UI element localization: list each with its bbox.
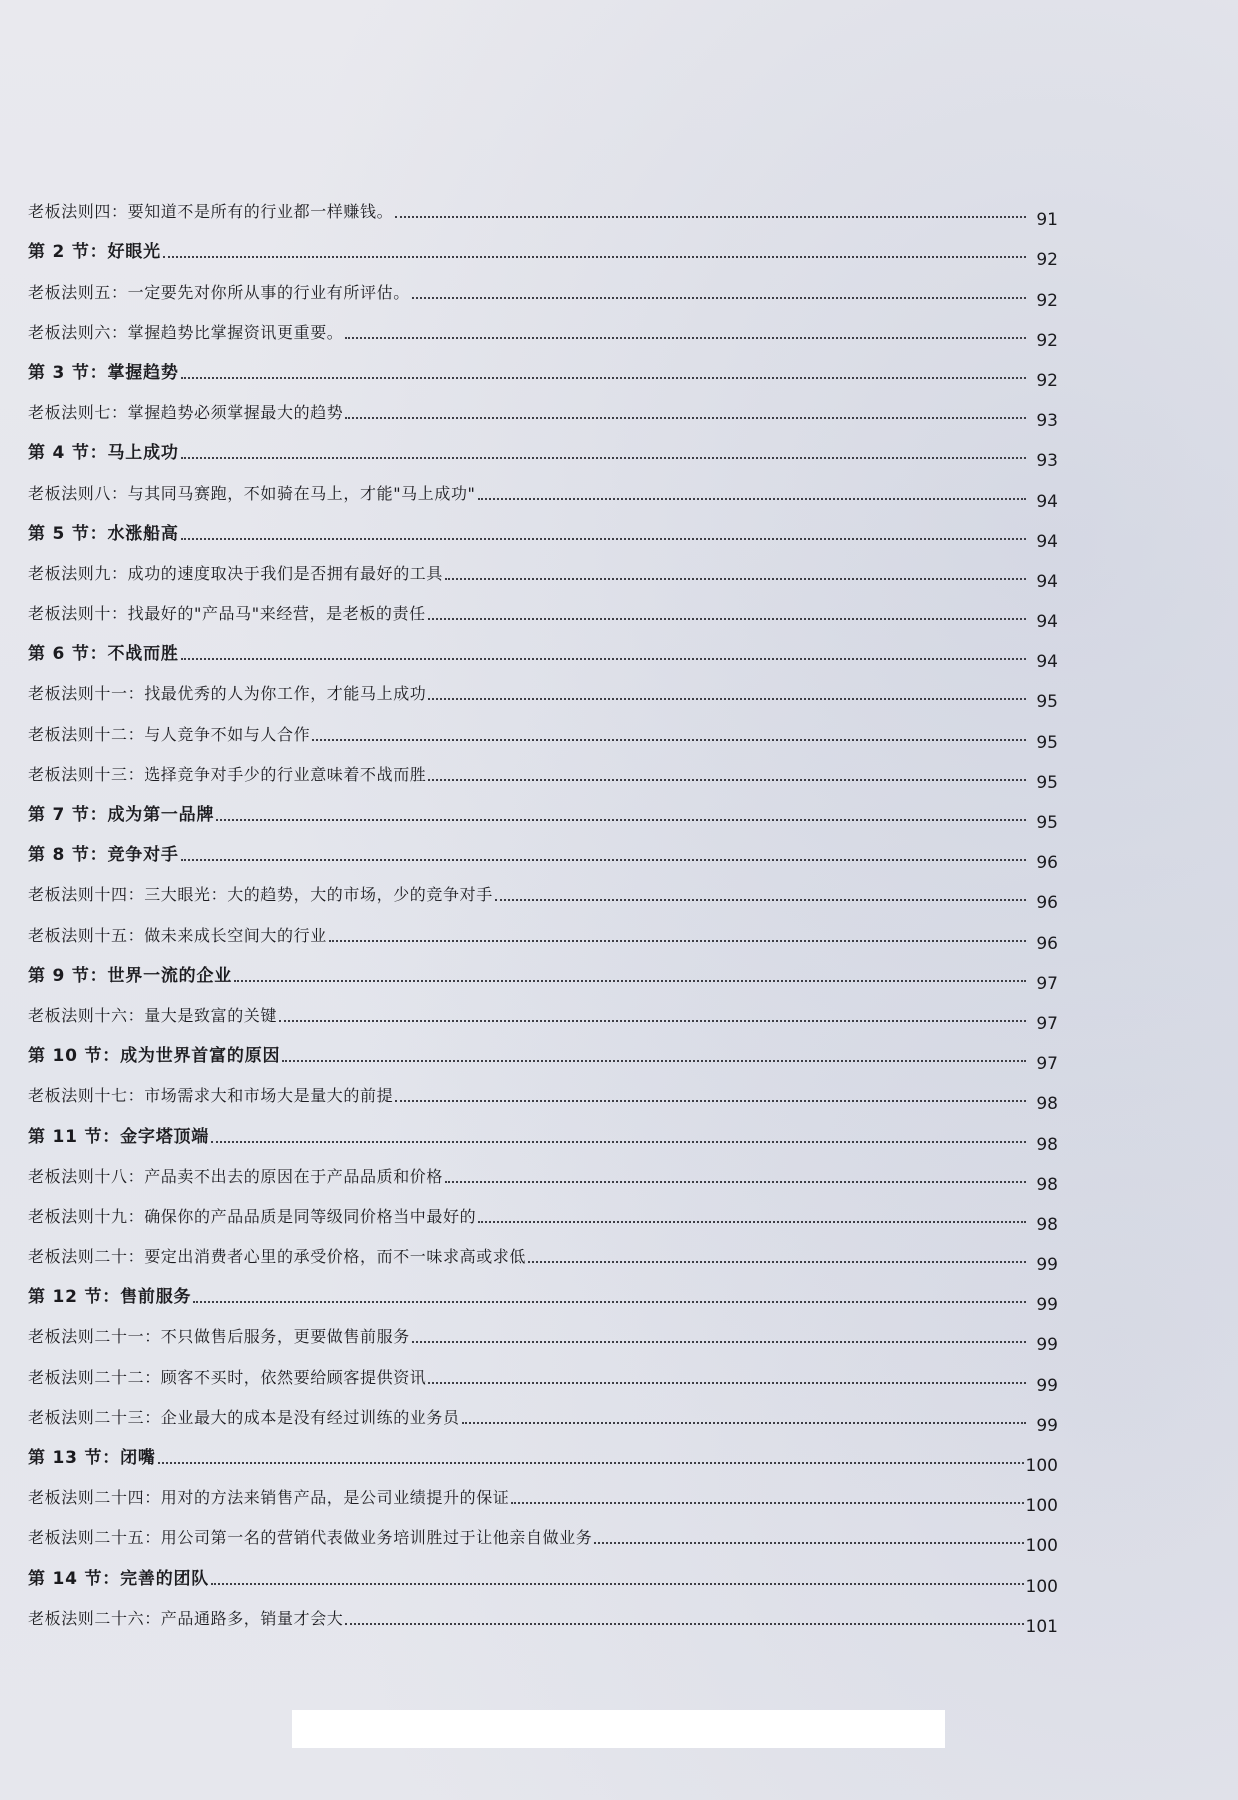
toc-section-row	[28, 508, 1058, 552]
toc-section-row	[28, 1110, 1058, 1155]
section-title: 第 3 节：掌握趋势	[28, 362, 179, 383]
section-title: 第 11 节：金字塔顶端	[28, 1126, 210, 1147]
rule-title: 老板法则二十：要定出消费者心里的承受价格，而不一味求高或求低	[28, 1247, 527, 1267]
page-number: 92	[1036, 370, 1058, 391]
dot-leader	[181, 859, 1026, 861]
section-title: 第 8 节：竞争对手	[28, 845, 179, 866]
dot-leader	[282, 1060, 1026, 1062]
dot-leader	[279, 1020, 1026, 1022]
dot-leader	[181, 658, 1026, 660]
rule-title: 老板法则十九：确保你的产品品质是同等级同价格当中最好的	[28, 1206, 477, 1226]
rule-title: 老板法则二十四：用对的方法来销售产品，是公司业绩提升的保证	[28, 1488, 510, 1508]
page-number: 91	[1036, 210, 1058, 231]
section-title: 第 7 节：成为第一品牌	[28, 805, 215, 825]
page-number: 94	[1036, 531, 1058, 552]
section-title: 第 9 节：世界一流的企业	[28, 965, 233, 986]
dot-leader	[345, 1623, 1023, 1625]
dot-leader	[528, 1261, 1026, 1263]
table-of-contents	[28, 186, 1058, 1637]
toc-rule-row	[28, 668, 1058, 713]
dot-leader	[163, 256, 1026, 258]
toc-rule-row	[28, 1472, 1058, 1517]
dot-leader	[181, 538, 1026, 540]
page-number: 100	[1025, 1576, 1058, 1597]
toc-rule-row	[28, 708, 1058, 753]
page-number: 93	[1036, 411, 1058, 432]
dot-leader	[495, 899, 1026, 901]
dot-leader	[193, 1301, 1026, 1303]
page-number: 94	[1036, 571, 1058, 592]
dot-leader	[412, 1341, 1026, 1343]
page-number: 99	[1036, 1415, 1058, 1436]
dot-leader	[428, 698, 1026, 700]
dot-leader	[211, 1583, 1023, 1585]
toc-rule-row	[28, 266, 1058, 311]
rule-title: 老板法则八：与其同马赛跑，不如骑在马上，才能"马上成功"	[28, 483, 476, 503]
page-number: 92	[1036, 330, 1058, 351]
dot-leader	[478, 498, 1026, 500]
toc-rule-row	[28, 1512, 1058, 1557]
page-number: 97	[1036, 973, 1058, 994]
rule-title: 老板法则十六：量大是致富的关键	[28, 1005, 278, 1025]
rule-title: 老板法则十五：做未来成长空间大的行业	[28, 925, 327, 945]
toc-rule-row	[28, 1151, 1058, 1195]
dot-leader	[445, 578, 1026, 580]
dot-leader	[428, 618, 1026, 620]
rule-title: 老板法则十四：三大眼光：大的趋势，大的市场，少的竞争对手	[28, 885, 493, 905]
toc-rule-row	[28, 1231, 1058, 1276]
rule-title: 老板法则十二：与人竞争不如与人合作	[28, 724, 311, 744]
rule-title: 老板法则五：一定要先对你所从事的行业有所评估。	[28, 282, 410, 302]
page-number: 100	[1025, 1536, 1058, 1557]
toc-rule-row	[28, 1351, 1058, 1396]
toc-section-row	[28, 628, 1058, 673]
toc-rule-row	[28, 909, 1058, 954]
page-number: 98	[1036, 1094, 1058, 1115]
toc-rule-row	[28, 1070, 1058, 1115]
page-number: 95	[1036, 692, 1058, 713]
toc-section-row	[28, 427, 1058, 472]
section-title: 第 10 节：成为世界首富的原因	[28, 1046, 281, 1067]
section-title: 第 5 节：水涨船高	[28, 523, 179, 544]
page-number: 100	[1025, 1496, 1058, 1517]
dot-leader	[445, 1181, 1026, 1183]
section-title: 第 13 节：闭嘴	[28, 1448, 156, 1468]
section-title: 第 6 节：不战而胜	[28, 644, 179, 665]
toc-rule-row	[28, 186, 1058, 231]
page-number: 97	[1036, 1013, 1058, 1034]
toc-rule-row	[28, 387, 1058, 432]
rule-title: 老板法则六：掌握趋势比掌握资讯更重要。	[28, 322, 344, 342]
page-number: 98	[1036, 1134, 1058, 1155]
toc-rule-row	[28, 467, 1058, 512]
rule-title: 老板法则十一：找最优秀的人为你工作，才能马上成功	[28, 684, 427, 704]
toc-rule-row	[28, 588, 1058, 633]
page-number: 96	[1036, 893, 1058, 914]
toc-rule-row	[28, 307, 1058, 351]
rule-title: 老板法则四：要知道不是所有的行业都一样赚钱。	[28, 202, 394, 222]
page-number: 95	[1036, 813, 1058, 833]
page-number: 98	[1036, 1174, 1058, 1195]
toc-section-row	[28, 1030, 1058, 1075]
page-number: 94	[1036, 491, 1058, 512]
toc-section-row	[28, 1432, 1058, 1476]
page-number: 96	[1036, 853, 1058, 874]
dot-leader	[395, 216, 1026, 218]
toc-section-row	[28, 789, 1058, 833]
dot-leader	[428, 779, 1026, 781]
page-number: 101	[1025, 1616, 1058, 1637]
page-number: 93	[1036, 451, 1058, 472]
dot-leader	[395, 1100, 1026, 1102]
rule-title: 老板法则二十二：顾客不买时，依然要给顾客提供资讯	[28, 1367, 427, 1387]
page-number: 97	[1036, 1054, 1058, 1075]
rule-title: 老板法则二十五：用公司第一名的营销代表做业务培训胜过于让他亲自做业务	[28, 1528, 593, 1548]
dot-leader	[211, 1141, 1026, 1143]
page-number: 99	[1036, 1255, 1058, 1276]
rule-title: 老板法则七：掌握趋势必须掌握最大的趋势	[28, 403, 344, 423]
dot-leader	[478, 1221, 1026, 1223]
toc-section-row	[28, 950, 1058, 994]
toc-rule-row	[28, 869, 1058, 914]
toc-rule-row	[28, 1593, 1058, 1637]
dot-leader	[594, 1542, 1023, 1544]
toc-rule-row	[28, 548, 1058, 592]
page-number: 95	[1036, 732, 1058, 753]
page-number: 94	[1036, 612, 1058, 633]
dot-leader	[234, 980, 1026, 982]
page-number: 99	[1036, 1375, 1058, 1396]
section-title: 第 12 节：售前服务	[28, 1287, 192, 1308]
blank-label-area	[292, 1710, 945, 1748]
toc-rule-row	[28, 990, 1058, 1034]
dot-leader	[216, 819, 1026, 821]
toc-section-row	[28, 226, 1058, 271]
dot-leader	[462, 1422, 1026, 1424]
toc-rule-row	[28, 1311, 1058, 1356]
toc-section-row	[28, 829, 1058, 874]
section-title: 第 2 节：好眼光	[28, 242, 161, 263]
rule-title: 老板法则十三：选择竞争对手少的行业意味着不战而胜	[28, 764, 427, 784]
page-number: 99	[1036, 1295, 1058, 1316]
dot-leader	[181, 377, 1026, 379]
dot-leader	[345, 417, 1026, 419]
page-number: 92	[1036, 250, 1058, 271]
dot-leader	[412, 297, 1026, 299]
page-number: 100	[1025, 1456, 1058, 1476]
page-number: 94	[1036, 652, 1058, 673]
toc-section-row	[28, 1271, 1058, 1316]
rule-title: 老板法则二十一：不只做售后服务，更要做售前服务	[28, 1327, 410, 1347]
page-number: 96	[1036, 933, 1058, 954]
page-number: 98	[1036, 1214, 1058, 1235]
page-number: 92	[1036, 290, 1058, 311]
rule-title: 老板法则十：找最好的"产品马"来经营，是老板的责任	[28, 604, 426, 624]
dot-leader	[312, 739, 1026, 741]
page-number: 95	[1036, 772, 1058, 793]
dot-leader	[329, 940, 1026, 942]
dot-leader	[511, 1502, 1023, 1504]
rule-title: 老板法则二十六：产品通路多，销量才会大	[28, 1608, 344, 1628]
toc-section-row	[28, 347, 1058, 391]
dot-leader	[158, 1462, 1024, 1464]
toc-rule-row	[28, 749, 1058, 793]
rule-title: 老板法则二十三：企业最大的成本是没有经过训练的业务员	[28, 1407, 460, 1427]
toc-section-row	[28, 1552, 1058, 1597]
rule-title: 老板法则九：成功的速度取决于我们是否拥有最好的工具	[28, 563, 444, 583]
dot-leader	[345, 337, 1026, 339]
section-title: 第 4 节：马上成功	[28, 443, 179, 464]
toc-rule-row	[28, 1191, 1058, 1235]
rule-title: 老板法则十七：市场需求大和市场大是量大的前提	[28, 1086, 394, 1106]
page-number: 99	[1036, 1335, 1058, 1356]
dot-leader	[181, 457, 1026, 459]
toc-rule-row	[28, 1392, 1058, 1436]
section-title: 第 14 节：完善的团队	[28, 1568, 210, 1589]
dot-leader	[428, 1382, 1026, 1384]
rule-title: 老板法则十八：产品卖不出去的原因在于产品品质和价格	[28, 1166, 444, 1186]
